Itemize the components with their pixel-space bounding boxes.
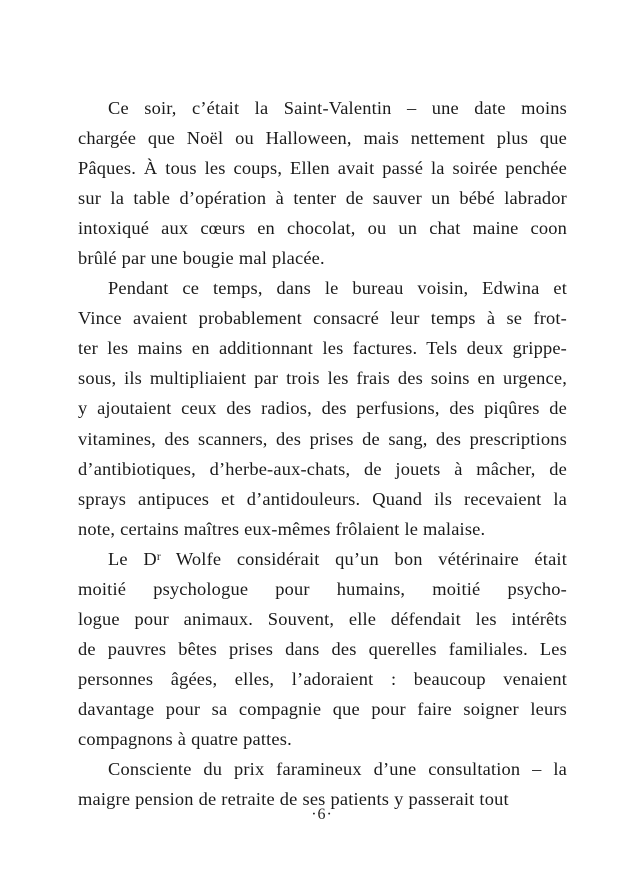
text-line: y ajoutaient ceux des radios, des perfusions, des piqûres de bbox=[78, 398, 567, 419]
text-line: davantage pour sa compagnie que pour faire soigner leurs bbox=[78, 698, 567, 719]
text-line: maigre pension de retraite de ses patients y passerait tout bbox=[78, 789, 509, 810]
paragraph-1 bbox=[78, 93, 567, 273]
text-line: personnes âgées, elles, l’adoraient : beaucoup venaient bbox=[78, 668, 567, 689]
text-line: logue pour animaux. Souvent, elle défendait les intérêts bbox=[78, 608, 567, 629]
text-line: sur la table d’opération à tenter de sauver un bébé labrador bbox=[78, 188, 567, 209]
text-line: sprays antipuces et d’antidouleurs. Quand ils recevaient la bbox=[78, 488, 567, 509]
text-line: compagnons à quatre pattes. bbox=[78, 728, 292, 749]
page-number-folio: ·6· bbox=[311, 806, 333, 823]
text-line: Pâques. À tous les coups, Ellen avait passé la soirée penchée bbox=[78, 158, 567, 179]
superscript-r: r bbox=[156, 550, 161, 563]
text-line: d’antibiotiques, d’herbe-aux-chats, de jouets à mâcher, de bbox=[78, 458, 567, 479]
text-line: ter les mains en additionnant les factures. Tels deux grippe- bbox=[78, 338, 567, 359]
text-line: moitié psychologue pour humains, moitié psycho- bbox=[78, 578, 567, 599]
text-line: Ce soir, c’était la Saint-Valentin – une date moins bbox=[108, 98, 567, 118]
text-line: vitamines, des scanners, des prises de sang, des prescriptions bbox=[78, 428, 567, 449]
text-line: sous, ils multipliaient par trois les frais des soins en urgence, bbox=[78, 368, 567, 389]
page-text-block bbox=[78, 93, 567, 814]
text-line: brûlé par une bougie mal placée. bbox=[78, 248, 325, 269]
text-line: Consciente du prix faramineux d’une consultation – la bbox=[108, 759, 567, 780]
text-line: de pauvres bêtes prises dans des querelles familiales. Les bbox=[78, 638, 567, 659]
text-line: note, certains maîtres eux-mêmes frôlaient le malaise. bbox=[78, 518, 486, 539]
text-line: intoxiqué aux cœurs en chocolat, ou un chat maine coon bbox=[78, 218, 567, 239]
paragraph-3 bbox=[78, 544, 567, 754]
text-line: chargée que Noël ou Halloween, mais nettement plus que bbox=[78, 128, 567, 149]
text-line-with-abbreviation: Le $D^r$ Wolfe considérait qu’un bon vétérinaire était bbox=[108, 548, 567, 569]
text-line: Vince avaient probablement consacré leur temps à se frot- bbox=[78, 308, 567, 329]
text-line: Pendant ce temps, dans le bureau voisin, Edwina et bbox=[108, 278, 567, 299]
paragraph-2 bbox=[78, 273, 567, 543]
